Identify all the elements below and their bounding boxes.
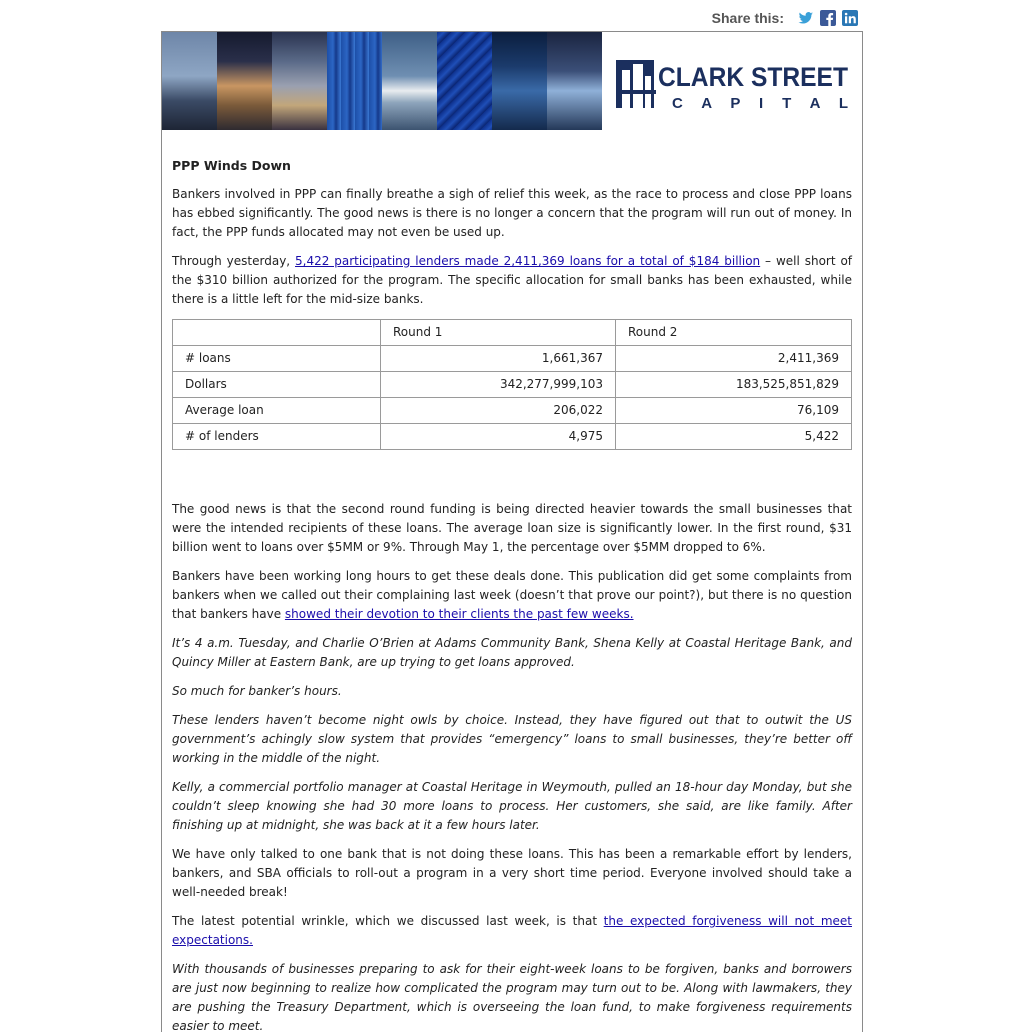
round1-value: 206,022 [381,398,616,424]
round2-value: 5,422 [616,424,852,450]
logo-subname: C A P I T A L [672,95,848,112]
logo-name: CLARK STREET [658,62,849,92]
table-header-cell: Round 1 [381,320,616,346]
table-row [173,424,852,450]
linkedin-icon[interactable] [842,10,858,26]
article-body [162,131,862,1036]
newsletter-frame [161,31,863,1032]
facebook-icon[interactable] [820,10,836,26]
stadium-photo [382,32,437,130]
forgiveness-paragraph: The latest potential wrinkle, which we discussed last week, is that the expected forgiveness will not meet expectations. [172,914,852,947]
round2-value: 183,525,851,829 [616,372,852,398]
share-bar [712,10,858,26]
round1-value: 342,277,999,103 [381,372,616,398]
skyline-night-photo [272,32,327,130]
quote-paragraph: It’s 4 a.m. Tuesday, and Charlie O’Brien at Adams Community Bank, Shena Kelly at Coastal Heritage Bank, and Quincy Miller at Eastern Bank, are up trying to get loans approved. [172,636,852,669]
row-label: # of lenders [173,424,381,450]
quote-paragraph: So much for banker’s hours. [172,684,342,698]
bankers-paragraph: Bankers have been working long hours to get these deals done. This publication did get some complaints from bankers when we called out their complaining last week (doesn’t that prove our point?), but there is no question that bankers have showed their devotion to their clients the past few weeks. [172,569,852,621]
towers-night-photo [492,32,547,130]
stats-paragraph: Through yesterday, 5,422 participating lenders made 2,411,369 loans for a total of $184 billion – well short of the $310 billion authorized for the program. The specific allocation for small banks has been exhausted, while there is a little left for the mid-size banks. [172,254,853,306]
sba-report-link[interactable]: 5,422 participating lenders made 2,411,369 loans for a total of $184 billion [295,254,761,268]
office-tower-photo [547,32,602,130]
forgiveness-article-link[interactable]: the expected forgiveness will not meet expectations. [172,914,852,947]
row-label: Dollars [173,372,381,398]
row-label: # loans [173,346,381,372]
share-label: Share this: [711,10,784,26]
table-header-cell: Round 2 [616,320,852,346]
quote-paragraph: Kelly, a commercial portfolio manager at Coastal Heritage in Weymouth, pulled an 18-hour day Monday, but she couldn’t sleep knowing she had 30 more loans to process. Her customers, she said, are like family. After finishing up at midnight, she was back at it a few hours later. [172,780,852,832]
devotion-article-link[interactable]: showed their devotion to their clients the past few weeks. [284,607,634,621]
round2-value: 2,411,369 [616,346,852,372]
bridge-photo [162,32,217,130]
clark-street-capital-logo [616,60,850,112]
row-label: Average loan [173,398,381,424]
table-row [173,346,852,372]
hotel-night-photo [217,32,272,130]
intro-paragraph: Bankers involved in PPP can finally breathe a sigh of relief this week, as the race to process and close PPP loans has ebbed significantly. The good news is there is no longer a concern that the program will run out of money. In fact, the PPP funds allocated may not even be used up. [172,187,852,239]
table-row [173,372,852,398]
blue-data-photo [437,32,492,130]
round-two-paragraph: The good news is that the second round funding is being directed heavier towards the small businesses that were the intended recipients of these loans. The average loan size is significantly lower. In the first round, $31 billion went to loans over $5MM or 9%. Through May 1, the percentage over $5MM dropped to 6%. [172,502,852,554]
effort-paragraph: We have only talked to one bank that is not doing these loans. This has been a remarkable effort by lenders, bankers, and SBA officials to roll-out a program in a very short time period. Everyone involved should take a well-needed break! [172,847,852,899]
round1-value: 1,661,367 [381,346,616,372]
city-photo-strip [162,32,602,130]
table-row [173,398,852,424]
article-title: PPP Winds Down [172,158,291,173]
quote-paragraph: With thousands of businesses preparing to ask for their eight-week loans to be forgiven, banks and borrowers are just now beginning to realize how complicated the program may turn out to be. Along with lawmakers, they are pushing the Treasury Department, which is overseeing the loan fund, to make forgiveness requirements easier to meet. [172,962,852,1033]
header-banner [162,32,862,131]
loan-comparison-table [172,319,852,450]
round2-value: 76,109 [616,398,852,424]
round1-value: 4,975 [381,424,616,450]
table-header-cell [173,320,381,346]
quote-paragraph: These lenders haven’t become night owls by choice. Instead, they have figured out that to outwit the US government’s achingly slow system that provides “emergency” loans to small businesses, they’re better off working in the middle of the night. [172,713,852,765]
blue-glass-photo [327,32,382,130]
table-header-row [173,320,852,346]
twitter-icon[interactable] [798,10,814,26]
